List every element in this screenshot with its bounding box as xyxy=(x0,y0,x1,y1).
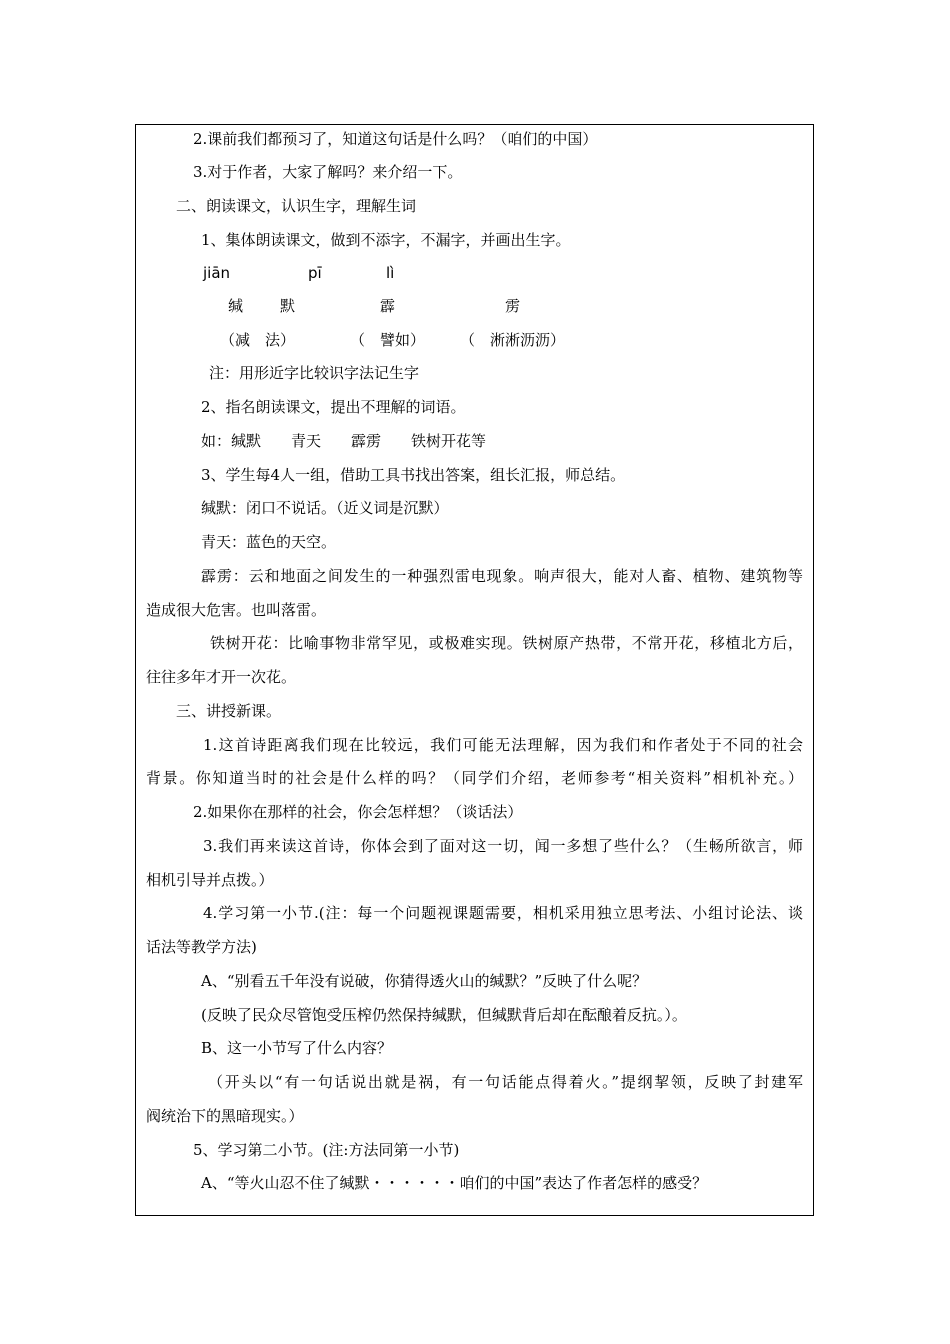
answer-line: (反映了民众尽管饱受压榨仍然保持缄默，但缄默背后却在酝酿着反抗。）。 xyxy=(201,1006,687,1024)
question-line: A、“别看五千年没有说破，你猜得透火山的缄默？”反映了什么呢？ xyxy=(201,972,648,990)
text-line: 2、指名朗读课文，提出不理解的词语。 xyxy=(201,398,466,416)
text-line: 话法等教学方法) xyxy=(146,938,257,956)
text-line: 3.对于作者，大家了解吗？来介绍一下。 xyxy=(193,163,463,181)
text-line: 如：缄默 青天 霹雳 铁树开花等 xyxy=(201,432,487,450)
definition-line: 霹雳：云和地面之间发生的一种强烈雷电现象。响声很大，能对人畜、植物、建筑物等 xyxy=(201,567,803,585)
question-line: A、“等火山忍不住了缄默・・・・・・咱们的中国”表达了作者怎样的感受？ xyxy=(201,1174,708,1192)
char-li: 雳 xyxy=(505,297,521,315)
text-line: 1、集体朗读课文，做到不添字，不漏字，并画出生字。 xyxy=(201,231,571,249)
pinyin-pi: pī xyxy=(308,264,322,282)
text-line: 3、学生每4人一组，借助工具书找出答案，组长汇报，师总结。 xyxy=(201,466,626,484)
pinyin-li: lì xyxy=(386,264,395,282)
lesson-plan-table-cell xyxy=(135,124,814,1216)
pinyin-jian: jiān xyxy=(203,264,231,282)
text-line: 往往多年才开一次花。 xyxy=(146,668,297,686)
question-line: B、这一小节写了什么内容？ xyxy=(201,1039,393,1057)
definition-line: 铁树开花：比喻事物非常罕见，或极难实现。铁树原产热带，不常开花，移植北方后， xyxy=(210,634,803,652)
char-jian: 缄 xyxy=(228,297,244,315)
text-line: 5、学习第二小节。(注:方法同第一小节) xyxy=(193,1141,460,1159)
text-line: 背景。你知道当时的社会是什么样的吗？（同学们介绍，老师参考“相关资料”相机补充。） xyxy=(146,769,803,787)
text-line: 相机引导并点拨。） xyxy=(146,871,274,889)
text-line: 1.这首诗距离我们现在比较远，我们可能无法理解，因为我们和作者处于不同的社会 xyxy=(203,736,803,754)
text-line: 4.学习第一小节.(注：每一个问题视课题需要，相机采用独立思考法、小组讨论法、谈 xyxy=(203,904,803,922)
text-line: 2.如果你在那样的社会，你会怎样想？（谈话法） xyxy=(193,803,523,821)
section-heading: 二、朗读课文，认识生字，理解生词 xyxy=(176,197,417,215)
text-line: 造成很大危害。也叫落雷。 xyxy=(146,601,327,619)
text-line: 3.我们再来读这首诗，你体会到了面对这一切，闻一多想了些什么？（生畅所欲言，师 xyxy=(203,837,803,855)
answer-line: 阀统治下的黑暗现实。） xyxy=(146,1107,304,1125)
example-word: （ 淅淅沥沥） xyxy=(460,331,566,349)
example-word: （ 譬如） xyxy=(350,331,426,349)
text-line: 2.课前我们都预习了，知道这句话是什么吗？（咱们的中国） xyxy=(193,130,598,148)
definition-line: 青天：蓝色的天空。 xyxy=(201,533,337,551)
definition-line: 缄默：闭口不说话。（近义词是沉默） xyxy=(201,499,449,517)
note-line: 注：用形近字比较识字法记生字 xyxy=(209,364,420,382)
char-mo: 默 xyxy=(280,297,296,315)
char-pi: 霹 xyxy=(380,297,396,315)
answer-line: （开头以“有一句话说出就是祸，有一句话能点得着火。”提纲挈领，反映了封建军 xyxy=(208,1073,803,1091)
example-word: （减 法） xyxy=(220,331,296,349)
section-heading: 三、讲授新课。 xyxy=(176,702,282,720)
